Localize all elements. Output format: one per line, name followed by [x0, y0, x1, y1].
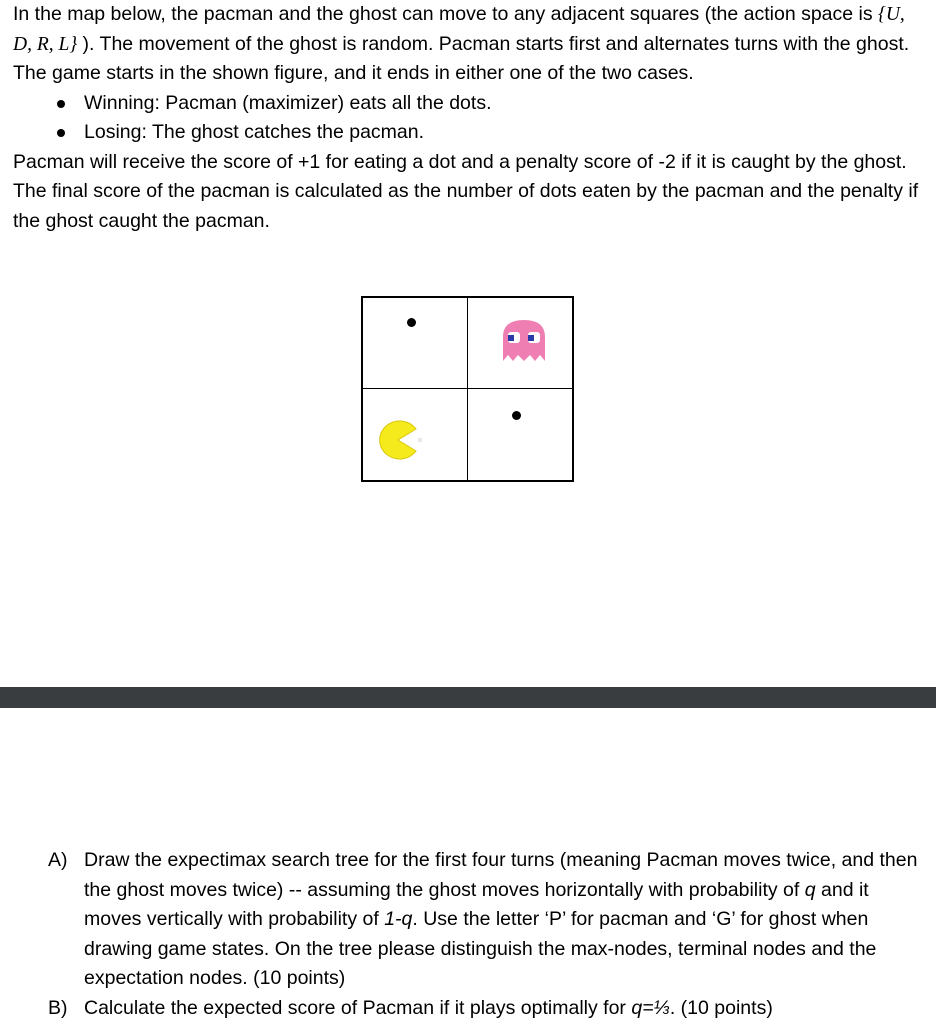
variable-one-minus-q: 1-q: [384, 908, 413, 930]
intro-paragraph-1: [13, 0, 928, 89]
pacman-body: [380, 421, 416, 459]
list-item: [13, 118, 928, 148]
intro-text-a: In the map below, the pacman and the ghost can move to any adjacent squares (the action space is: [13, 3, 879, 25]
bullet-icon: [57, 100, 65, 108]
ghost-icon: [499, 317, 549, 363]
map-cell-top-right: [468, 298, 573, 389]
case-winning: Winning: Pacman (maximizer) eats all the dots.: [84, 91, 492, 114]
pacman-dot-remnant: [418, 438, 422, 442]
bullet-icon: [57, 129, 65, 137]
question-a-text-1: Draw the expectimax search tree for the first four turns (meaning Pacman moves twice, and then the ghost moves twice) -- assuming the ghost moves horizontally with probability of: [84, 849, 918, 901]
intro-text-b: ). The movement of the ghost is random. Pacman starts first and alternates turns with the ghost. The game starts in the shown figure, and it ends in either one of the two cases.: [13, 32, 910, 84]
question-label: B): [48, 996, 68, 1019]
variable-q: q: [804, 878, 816, 901]
question-label: A): [48, 849, 68, 871]
end-cases-list: [13, 89, 928, 148]
variable-q-value: q=⅓: [631, 996, 670, 1019]
ghost-pupil-right: [528, 335, 534, 341]
intro-paragraph-2: Pacman will receive the score of +1 for eating a dot and a penalty score of -2 if it is caught by the ghost. The final score of the pacman is calculated as the number of dots eaten by the pacman and the penalty if the ghost caught the pacman.: [13, 150, 919, 232]
question-b: [48, 994, 928, 1024]
pacman-icon: [372, 419, 422, 461]
map-cell-bottom-right: [468, 389, 573, 480]
question-b-text-1: Calculate the expected score of Pacman if it plays optimally for: [84, 996, 632, 1019]
problem-intro: [13, 0, 928, 236]
question-b-text-2: . (10 points): [669, 996, 773, 1019]
map-cell-bottom-left: [363, 389, 468, 480]
questions-list: [48, 846, 928, 1023]
question-a-text-3: . Use the letter ‘P’ for pacman and ‘G’ for ghost when drawing game states. On the tree please distinguish the max-nodes, terminal nodes and the expectation nodes. (10 points): [84, 908, 877, 989]
case-losing: Losing: The ghost catches the pacman.: [84, 121, 425, 143]
dot-icon: [407, 318, 416, 327]
dot-icon: [512, 411, 521, 420]
question-a: [48, 846, 928, 994]
page-divider-bar: [0, 687, 936, 708]
game-map: [361, 296, 574, 482]
list-item: [13, 89, 928, 119]
map-cell-top-left: [363, 298, 468, 389]
question-a-text-2: and it moves vertically with probability of: [84, 878, 869, 930]
action-space-math: {U, D, R, L}: [13, 4, 905, 55]
ghost-pupil-left: [508, 335, 514, 341]
